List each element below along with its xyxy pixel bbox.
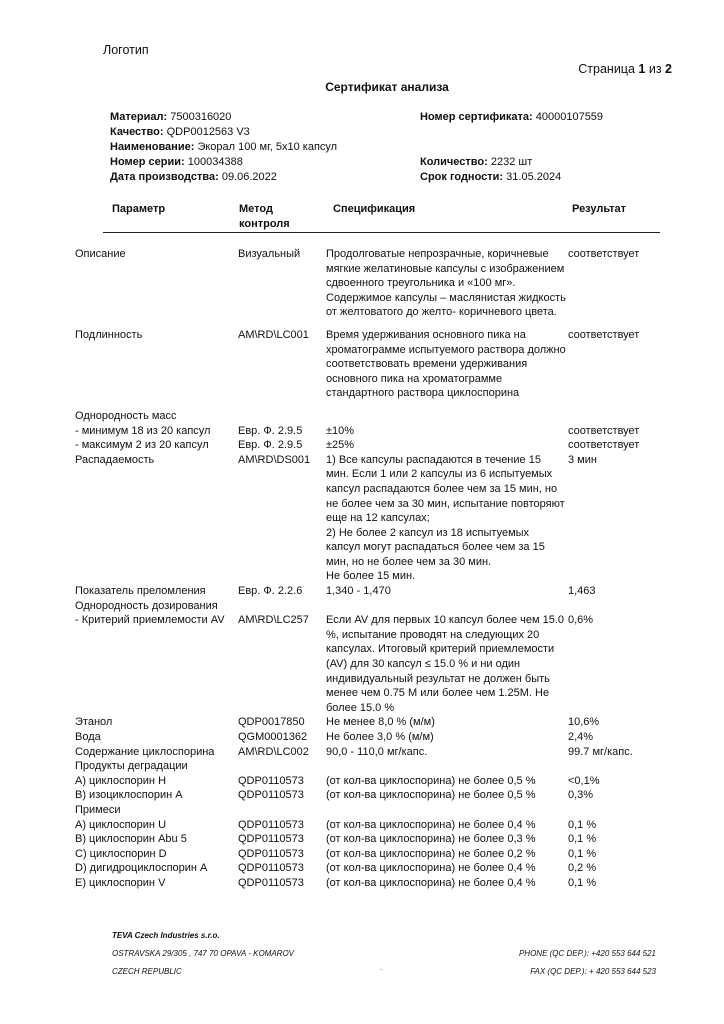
logo-placeholder: Логотип <box>103 43 149 57</box>
table-row <box>75 745 675 760</box>
row-method: Евр. Ф. 2.9.5 <box>238 424 303 437</box>
row-spec <box>326 759 566 774</box>
header-method <box>239 202 290 232</box>
table-row <box>75 861 675 876</box>
row-method: QDP0110573 <box>238 818 304 831</box>
row-spec: (от кол-ва циклоспорина) не более 0,4 % <box>326 818 536 831</box>
row-spec: ±10% <box>326 424 355 437</box>
row-spec: ±25% <box>326 439 355 452</box>
row-spec <box>326 409 566 424</box>
row-spec: Не более 3,0 % (м/м) <box>326 731 434 743</box>
row-result <box>566 803 668 818</box>
row-result: <0,1% <box>568 774 600 787</box>
row-result: 0,2 % <box>568 862 597 875</box>
row-result: 0,1 % <box>568 818 597 831</box>
table-row <box>75 847 675 862</box>
page-total: 2 <box>665 62 672 76</box>
row-spec: Если AV для первых 10 капсул более чем 15.0 %, испытание проводят на следующих 20 капсулах. Итоговый критерий приемлемости (AV) для 30 капсул ≤ 15.0 % и ни один индивидуальный результат не должен быть менее чем 0.75 М или более чем 1.25М. Не более 15.0 % <box>326 614 565 714</box>
table-row <box>75 876 675 891</box>
footer-dot: . <box>380 963 383 972</box>
results-table <box>75 247 675 891</box>
row-param: D) дигидроциклоспорин A <box>75 862 208 875</box>
row-param: Примеси <box>75 803 121 816</box>
row-result: 0,1 % <box>568 876 597 889</box>
qty-label: Количество: <box>420 156 488 168</box>
row-param: Этанол <box>75 716 113 729</box>
table-row <box>75 613 675 715</box>
table-row <box>75 803 675 818</box>
row-result: 1,463 <box>568 585 596 598</box>
row-spec: (от кол-ва циклоспорина) не более 0,5 % <box>326 774 536 787</box>
table-row <box>75 328 675 401</box>
quality-value: QDP0012563 V3 <box>166 126 250 138</box>
row-param: E) циклоспорин V <box>75 876 166 889</box>
cert-label: Номер сертификата: <box>420 111 533 123</box>
meta-right <box>420 110 603 185</box>
table-row <box>75 818 675 833</box>
row-param: Подлинность <box>75 328 143 341</box>
row-param: C) циклоспорин D <box>75 847 167 860</box>
row-method: Евр. Ф. 2.2.6 <box>238 585 303 598</box>
row-result: 0,6% <box>568 614 594 627</box>
row-result <box>566 599 668 614</box>
material-label: Материал: <box>110 111 168 123</box>
row-spec <box>326 803 566 818</box>
row-param: - максимум 2 из 20 капсул <box>75 439 209 452</box>
footer-fax: FAX (QC DEP.): + 420 553 644 523 <box>530 967 656 976</box>
table-row <box>75 247 675 320</box>
row-spec <box>326 599 566 614</box>
row-result: 99.7 мг/капс. <box>568 745 633 758</box>
table-row <box>75 759 675 774</box>
row-result <box>566 409 668 424</box>
row-method: QDP0110573 <box>238 847 304 860</box>
table-row <box>75 438 675 453</box>
footer-right <box>519 945 656 981</box>
row-method <box>238 803 326 818</box>
page-number <box>578 62 672 76</box>
row-method: AM\RD\DS001 <box>238 453 311 466</box>
batch-label: Номер серии: <box>110 156 185 168</box>
row-spec: (от кол-ва циклоспорина) не более 0,3 % <box>326 833 536 846</box>
header-spec: Спецификация <box>333 203 416 215</box>
table-row <box>75 453 675 584</box>
table-row <box>75 774 675 789</box>
row-spec: 1) Все капсулы распадаются в течение 15 мин. Если 1 или 2 капсулы из 6 испытуемых капсул распадаются более чем за 15 мин, но не более чем за 30 мин, испытание повторяют еще на 12 капсулах; 2) Не более 2 капсул из 18 испытуемых капсул могут распадаться более чем за 15 мин, но не более чем за 30 мин. Не более 15 мин. <box>326 453 565 583</box>
page-current: 1 <box>638 62 646 76</box>
table-row <box>75 599 675 614</box>
cert-value: 40000107559 <box>535 111 604 123</box>
row-method: QDP0110573 <box>238 789 304 802</box>
table-row <box>75 409 675 424</box>
header-method-line1: Метод <box>239 203 273 215</box>
row-result <box>566 759 668 774</box>
row-method: AM\RD\LC257 <box>238 614 309 627</box>
table-row <box>75 584 675 599</box>
row-param: Вода <box>75 731 101 743</box>
row-param: Однородность дозирования <box>75 599 218 612</box>
row-result: 0,1 % <box>568 847 597 860</box>
row-spec: 1,340 - 1,470 <box>326 585 391 598</box>
row-result: соответствует <box>568 439 640 452</box>
header-result: Результат <box>572 203 627 215</box>
row-spec: (от кол-ва циклоспорина) не более 0,2 % <box>326 847 536 860</box>
row-method <box>238 409 326 424</box>
row-param: Распадаемость <box>75 453 155 466</box>
row-spec: 90,0 - 110,0 мг/капс. <box>326 745 428 758</box>
row-method: AM\RD\LC002 <box>238 745 309 758</box>
row-spec: Продолговатые непрозрачные, коричневые мягкие желатиновые капсулы с изображением сдвоенного треугольника и «100 мг». Содержимое капсулы – маслянистая жидкость от желтоватого до желто- коричневого цвета. <box>326 248 566 319</box>
footer-address: OSTRAVSKA 29/305 , 747 70 OPAVA - KOMAROV <box>112 949 295 958</box>
header-divider <box>103 232 660 233</box>
row-method: AM\RD\LC001 <box>238 328 309 341</box>
header-param: Параметр <box>112 203 166 215</box>
qty-value: 2232 шт <box>490 156 533 168</box>
table-row <box>75 788 675 803</box>
row-param: - Критерий приемлемости AV <box>75 614 225 627</box>
row-param: Показатель преломления <box>75 585 206 598</box>
row-method: Евр. Ф. 2.9.5 <box>238 439 303 452</box>
row-result: соответствует <box>568 248 640 260</box>
footer-phone: PHONE (QC DEP.): +420 553 644 521 <box>518 949 656 958</box>
row-spec: Не менее 8,0 % (м/м) <box>326 716 435 729</box>
row-result: соответствует <box>568 328 640 341</box>
meta-left <box>110 110 337 185</box>
row-param: Описание <box>75 248 126 260</box>
row-param: Продукты деградации <box>75 760 188 773</box>
exp-label: Срок годности: <box>420 171 504 183</box>
page-prefix: Страница <box>578 62 635 76</box>
exp-value: 31.05.2024 <box>506 171 562 183</box>
row-param: B) изоциклоспорин A <box>75 789 183 802</box>
row-param: A) циклоспорин H <box>75 774 167 787</box>
prod-date-label: Дата производства: <box>110 171 219 183</box>
row-result: 0,3% <box>568 789 594 802</box>
footer-left <box>112 927 294 981</box>
name-label: Наименование: <box>110 141 195 153</box>
footer-company: TEVA Czech Industries s.r.o. <box>112 931 220 940</box>
document-title: Сертификат анализа <box>325 80 449 94</box>
row-spec: (от кол-ва циклоспорина) не более 0,4 % <box>326 862 536 875</box>
row-method: QDP0110573 <box>238 876 304 889</box>
batch-value: 100034388 <box>187 156 243 168</box>
row-param: A) циклоспорин U <box>75 818 167 831</box>
row-method <box>238 599 326 614</box>
table-row <box>75 832 675 847</box>
prod-date-value: 09.06.2022 <box>221 171 277 183</box>
row-result: 2,4% <box>568 731 594 743</box>
row-spec: (от кол-ва циклоспорина) не более 0,4 % <box>326 876 536 889</box>
name-value: Экорал 100 мг, 5х10 капсул <box>197 141 338 153</box>
row-method <box>238 759 326 774</box>
row-param: - минимум 18 из 20 капсул <box>75 424 211 437</box>
row-result: 3 мин <box>568 453 597 466</box>
row-method: QDP0110573 <box>238 833 304 846</box>
row-param: B) циклоспорин Abu 5 <box>75 833 187 846</box>
material-value: 7500316020 <box>170 111 232 123</box>
row-spec: Время удерживания основного пика на хроматограмме испытуемого раствора должно соответствовать времени удерживания основного пика на хроматограмме стандартного раствора циклоспорина <box>326 328 566 400</box>
row-method: QGM0001362 <box>238 731 308 743</box>
quality-label: Качество: <box>110 126 164 138</box>
row-method: QDP0017850 <box>238 716 305 729</box>
row-method: Визуальный <box>238 248 301 260</box>
row-spec: (от кол-ва циклоспорина) не более 0,5 % <box>326 789 536 802</box>
row-param: Содержание циклоспорина <box>75 745 215 758</box>
row-result: 0,1 % <box>568 833 597 846</box>
table-row <box>75 730 675 745</box>
footer-country: CZECH REPUBLIC <box>112 967 182 976</box>
page-sep: из <box>648 62 662 76</box>
table-row <box>75 715 675 730</box>
header-method-line2: контроля <box>239 218 290 230</box>
row-method: QDP0110573 <box>238 862 304 875</box>
row-param: Однородность масс <box>75 409 177 422</box>
row-method: QDP0110573 <box>238 774 304 787</box>
row-result: соответствует <box>568 424 640 437</box>
row-result: 10,6% <box>568 716 600 729</box>
table-row <box>75 424 675 439</box>
